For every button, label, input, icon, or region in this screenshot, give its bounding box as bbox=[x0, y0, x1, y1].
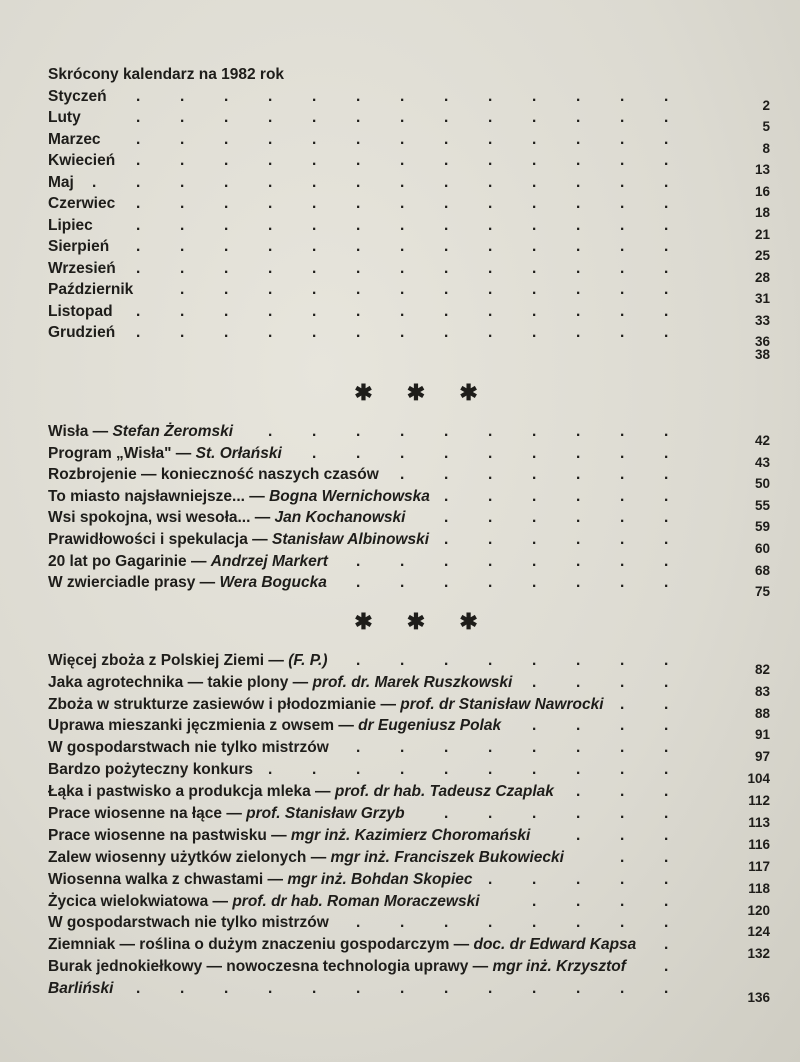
entry-title-text: Burak jednokiełkowy — nowoczesna technologia uprawy — bbox=[48, 958, 493, 976]
entry-title-text: Rozbrojenie — konieczność naszych czasów bbox=[48, 466, 379, 484]
dot-leader: . . bbox=[620, 848, 669, 866]
article-entry bbox=[48, 672, 788, 699]
article-entry-title bbox=[48, 956, 626, 978]
calendar-entry-title bbox=[48, 193, 115, 215]
entry-author: prof. dr hab. Tadeusz Czaplak bbox=[334, 783, 554, 801]
dot-leader: . . . . . . . . bbox=[356, 552, 669, 570]
entry-title-text: Styczeń bbox=[48, 87, 107, 105]
article-entry-page: 113 bbox=[748, 814, 770, 830]
article-entry-title bbox=[48, 803, 405, 825]
calendar-entry-page: 36 bbox=[754, 334, 770, 349]
dot-leader: . . . . . . . . . . bbox=[268, 761, 669, 779]
entry-author: mgr inż. Franciszek Bukowiecki bbox=[330, 848, 564, 866]
entry-author: prof. dr. Marek Ruszkowski bbox=[312, 673, 513, 691]
article-entry-page: 132 bbox=[747, 946, 770, 962]
calendar-entry-page: 2 bbox=[762, 97, 770, 113]
article-entry-page: 104 bbox=[747, 771, 770, 787]
article-entry-page: 75 bbox=[754, 584, 770, 600]
dot-leader: . bbox=[664, 958, 669, 976]
article-entry-page: 117 bbox=[748, 858, 770, 874]
entry-title-text: Maj bbox=[48, 173, 74, 191]
dot-leader: . . . . . . . . . . . . . bbox=[136, 238, 669, 255]
entry-title-text: Uprawa mieszanki jęczmienia z owsem — bbox=[48, 717, 359, 735]
article-entry bbox=[48, 781, 788, 809]
entry-title-text: Łąka i pastwisko a produkcja mleka — bbox=[48, 783, 335, 801]
entry-author: mgr inż. Krzysztof bbox=[492, 958, 626, 976]
article-entry bbox=[48, 529, 788, 556]
calendar-entry-page: 21 bbox=[754, 226, 770, 242]
entry-title-text: Jaka agrotechnika — takie plony — bbox=[48, 673, 313, 691]
dot-leader: . . . . . . . . . . bbox=[268, 423, 669, 440]
dot-leader: . . . . . . . . . . . . . bbox=[136, 130, 669, 148]
article-entry bbox=[48, 759, 788, 787]
dot-leader: . . . . . . . . . . . . . bbox=[136, 324, 669, 341]
dot-leader: . . . bbox=[576, 826, 669, 844]
article-entry bbox=[48, 847, 788, 874]
calendar-entry bbox=[48, 236, 788, 263]
entry-author: Andrzej Markert bbox=[210, 552, 328, 570]
article-entry-title bbox=[48, 486, 430, 508]
calendar-entry-page: 31 bbox=[754, 291, 770, 306]
article-entry bbox=[48, 869, 788, 896]
article-entry bbox=[48, 421, 788, 448]
article-entry-title bbox=[48, 978, 113, 1000]
dot-leader: . . . . . . . . . . . . . bbox=[136, 152, 669, 169]
dot-leader: . . . . . . . . bbox=[356, 574, 669, 592]
article-entry-title bbox=[48, 869, 473, 891]
article-entry-title bbox=[48, 737, 329, 759]
calendar-entry bbox=[48, 301, 788, 328]
article-entry bbox=[48, 650, 788, 677]
entry-title-text: Wiosenna walka z chwastami — bbox=[48, 870, 288, 888]
entry-title-text: Lipiec bbox=[48, 216, 93, 234]
article-entry-page: 42 bbox=[754, 433, 770, 448]
entry-author: doc. dr Edward Kapsa bbox=[473, 936, 637, 954]
article-entry bbox=[48, 572, 788, 600]
dot-leader: . . . bbox=[576, 783, 669, 801]
dot-leader: . . . . . . bbox=[444, 530, 669, 548]
calendar-entry bbox=[48, 150, 788, 177]
entry-title-text: Wsi spokojna, wsi wesoła... — bbox=[48, 509, 275, 527]
article-entry-title bbox=[48, 891, 480, 913]
dot-leader: . . . . . . bbox=[444, 487, 669, 505]
entry-title-text: Więcej zboża z Polskiej Ziemi — bbox=[48, 651, 289, 669]
calendar-entry-title bbox=[48, 172, 74, 194]
calendar-entry bbox=[48, 193, 788, 220]
calendar-entry-title bbox=[48, 215, 93, 237]
dot-leader: . . . . . . . . . . . . . bbox=[136, 259, 669, 277]
article-entry-page: 116 bbox=[748, 836, 770, 852]
article-entry-page: 120 bbox=[747, 902, 770, 918]
entry-author: prof. dr Stanisław Nawrocki bbox=[400, 695, 604, 713]
dot-leader: . . . . . . . . . . . . . bbox=[136, 195, 669, 212]
article-entry-title bbox=[48, 825, 530, 847]
dot-leader: . . . . . . . . . . . . . bbox=[136, 216, 669, 234]
calendar-entry-title bbox=[48, 150, 115, 172]
article-entry bbox=[48, 464, 788, 492]
dot-leader: . . . . bbox=[532, 717, 669, 735]
calendar-section bbox=[48, 64, 788, 365]
calendar-entry-title bbox=[48, 322, 115, 344]
article-entry-page: 88 bbox=[754, 705, 770, 721]
entry-title-text: Zboża w strukturze zasiewów i płodozmianie — bbox=[48, 695, 401, 713]
calendar-entry-title bbox=[48, 301, 113, 323]
section-separator: ✱ ✱ ✱ bbox=[354, 608, 492, 634]
entry-author: mgr inż. Kazimierz Choromański bbox=[290, 826, 531, 844]
calendar-entry-title bbox=[48, 129, 101, 151]
calendar-entry-page: 18 bbox=[754, 205, 770, 220]
calendar-entry bbox=[48, 172, 788, 199]
entry-title-text: Program „Wisła" — bbox=[48, 444, 196, 462]
article-entry-page: 83 bbox=[754, 683, 770, 699]
entry-title-text: Prawidłowości i spekulacja — bbox=[48, 530, 272, 548]
entry-title-text: Grudzień bbox=[48, 324, 116, 341]
entry-title-text: Marzec bbox=[48, 130, 101, 148]
entry-author: Wera Bogucka bbox=[219, 574, 327, 592]
dot-leader: . . . . . . . . bbox=[356, 914, 669, 932]
calendar-entry-page: 13 bbox=[754, 162, 770, 177]
articles-section bbox=[48, 421, 788, 600]
entry-author: Stanisław Albinowski bbox=[271, 530, 430, 548]
calendar-entry-title bbox=[48, 86, 107, 108]
entry-author: mgr inż. Bohdan Skopiec bbox=[287, 870, 473, 888]
dot-leader: . . . . . . . . bbox=[356, 739, 669, 757]
article-entry bbox=[48, 803, 788, 830]
calendar-entry-page: 28 bbox=[754, 269, 770, 285]
calendar-entry bbox=[48, 107, 788, 134]
calendar-entry-page: 16 bbox=[754, 183, 770, 199]
article-entry bbox=[48, 443, 788, 470]
entry-title-text: Listopad bbox=[48, 302, 113, 320]
dot-leader: . . . . . . bbox=[444, 509, 669, 527]
article-entry bbox=[48, 715, 788, 743]
entry-title-text: Kwiecień bbox=[48, 152, 116, 169]
dot-leader: . . . . . . . . . . . . bbox=[180, 281, 669, 298]
entry-title-text: Życica wielokwiatowa — bbox=[48, 892, 233, 910]
section-separator: ✱ ✱ ✱ bbox=[354, 380, 492, 405]
article-entry-title bbox=[48, 464, 379, 486]
calendar-entry bbox=[48, 86, 788, 113]
calendar-trailing-page: 38 bbox=[754, 346, 770, 362]
entry-title-text: Luty bbox=[48, 109, 81, 126]
article-entry-page: 112 bbox=[748, 793, 770, 809]
article-entry bbox=[48, 737, 788, 765]
article-entry-page: 82 bbox=[754, 661, 770, 677]
calendar-entry bbox=[48, 215, 788, 242]
calendar-entry-title bbox=[48, 258, 116, 280]
calendar-header-text: Skrócony kalendarz na 1982 rok bbox=[48, 66, 285, 83]
article-entry-title bbox=[48, 934, 636, 956]
entry-author: prof. Stanisław Grzyb bbox=[246, 804, 405, 822]
article-entry bbox=[48, 934, 788, 962]
entry-title-text: W gospodarstwach nie tylko mistrzów bbox=[48, 739, 329, 757]
dot-leader: . . . . . . . . . bbox=[312, 444, 669, 462]
entry-title-text: Wrzesień bbox=[48, 259, 116, 277]
article-entry-title bbox=[48, 650, 328, 672]
dot-leader: . . . . . . . . . . . . . bbox=[136, 980, 669, 998]
article-entry-title bbox=[48, 529, 429, 551]
entry-author: prof. dr hab. Roman Moraczewski bbox=[232, 892, 480, 910]
calendar-entry bbox=[48, 258, 788, 285]
article-entry bbox=[48, 978, 788, 1006]
entry-author: Stefan Żeromski bbox=[112, 423, 234, 440]
article-entry bbox=[48, 825, 788, 852]
article-entry-title bbox=[48, 715, 501, 737]
dot-leader: . . bbox=[620, 695, 669, 713]
dot-leader: . . . . . . . . . . . . . bbox=[136, 109, 669, 126]
article-entry-title bbox=[48, 759, 253, 781]
article-entry-page: 60 bbox=[754, 540, 770, 556]
calendar-entry-title bbox=[48, 279, 133, 301]
calendar-entry-page: 33 bbox=[754, 312, 770, 328]
agriculture-section bbox=[48, 650, 788, 1006]
entry-title-text: Ziemniak — roślina o dużym znaczeniu gospodarczym — bbox=[48, 936, 474, 954]
article-entry-page: 43 bbox=[754, 454, 770, 470]
entry-title-text: Bardzo pożyteczny konkurs bbox=[48, 761, 253, 779]
dot-leader: . . . . . . . . bbox=[356, 651, 669, 669]
dot-leader: . . . . . . . . . . . . . bbox=[136, 87, 669, 105]
article-entry bbox=[48, 694, 788, 721]
article-entry-title bbox=[48, 551, 328, 573]
calendar-entry-page: 25 bbox=[754, 248, 770, 263]
entry-title-text: Wisła — bbox=[48, 423, 113, 440]
calendar-entry-page: 8 bbox=[762, 140, 770, 156]
article-entry-page: 50 bbox=[754, 476, 770, 492]
entry-author: Bogna Wernichowska bbox=[269, 487, 430, 505]
calendar-trailing-row bbox=[48, 344, 788, 366]
calendar-entry-title bbox=[48, 236, 109, 258]
article-entry bbox=[48, 507, 788, 535]
calendar-header bbox=[48, 64, 788, 86]
article-entry-page: 68 bbox=[754, 562, 770, 578]
article-entry-page: 59 bbox=[754, 519, 770, 535]
article-entry-page: 91 bbox=[754, 727, 770, 743]
entry-author: dr Eugeniusz Polak bbox=[358, 717, 502, 735]
calendar-entry-page: 5 bbox=[762, 119, 770, 134]
article-entry-page: 136 bbox=[747, 990, 770, 1006]
entry-author: St. Orłański bbox=[195, 444, 282, 462]
entry-title-text: Prace wiosenne na łące — bbox=[48, 804, 247, 822]
article-entry bbox=[48, 551, 788, 578]
dot-leader: . . . . . bbox=[488, 870, 669, 888]
entry-title-text: Sierpień bbox=[48, 238, 110, 255]
calendar-entry bbox=[48, 322, 788, 349]
dot-leader: . . . . bbox=[532, 892, 669, 910]
dot-leader: . . . . . . . . . . . . . bbox=[136, 302, 669, 320]
entry-title-text: To miasto najsławniejsze... — bbox=[48, 487, 270, 505]
dot-leader: . . . . . . bbox=[444, 804, 669, 822]
article-entry-title bbox=[48, 672, 512, 694]
entry-title-text: Październik bbox=[48, 281, 134, 298]
article-entry bbox=[48, 912, 788, 940]
calendar-entry bbox=[48, 129, 788, 156]
article-entry-page: 97 bbox=[754, 749, 770, 765]
entry-title-text: Zalew wiosenny użytków zielonych — bbox=[48, 848, 331, 866]
article-entry-title bbox=[48, 507, 405, 529]
article-entry-title bbox=[48, 847, 564, 869]
entry-title-text: 20 lat po Gagarinie — bbox=[48, 552, 211, 570]
entry-author: (F. P.) bbox=[288, 651, 328, 669]
article-entry-page: 118 bbox=[748, 880, 770, 896]
article-entry bbox=[48, 486, 788, 513]
entry-author: Barliński bbox=[48, 980, 114, 998]
entry-title-text: W zwierciadle prasy — bbox=[48, 574, 220, 592]
article-entry-title bbox=[48, 781, 554, 803]
article-entry-page: 55 bbox=[754, 497, 770, 513]
article-entry-title bbox=[48, 421, 233, 443]
article-entry-title bbox=[48, 912, 329, 934]
calendar-entry bbox=[48, 279, 788, 306]
table-of-contents bbox=[48, 64, 788, 1006]
entry-title-text: Czerwiec bbox=[48, 195, 116, 212]
dot-leader: . . . . . . . . . . . . . . bbox=[92, 173, 669, 191]
entry-author: Jan Kochanowski bbox=[274, 509, 406, 527]
calendar-entry-title bbox=[48, 107, 81, 129]
dot-leader: . . . . bbox=[532, 673, 669, 691]
article-entry-title bbox=[48, 572, 327, 594]
article-entry bbox=[48, 956, 788, 978]
article-entry-title bbox=[48, 443, 282, 465]
article-entry-page: 124 bbox=[747, 924, 770, 940]
article-entry-title bbox=[48, 694, 604, 716]
dot-leader: . . . . . . . bbox=[400, 466, 669, 484]
entry-title-text: Prace wiosenne na pastwisku — bbox=[48, 826, 291, 844]
entry-title-text: W gospodarstwach nie tylko mistrzów bbox=[48, 914, 329, 932]
dot-leader: . bbox=[664, 936, 669, 954]
article-entry bbox=[48, 891, 788, 918]
